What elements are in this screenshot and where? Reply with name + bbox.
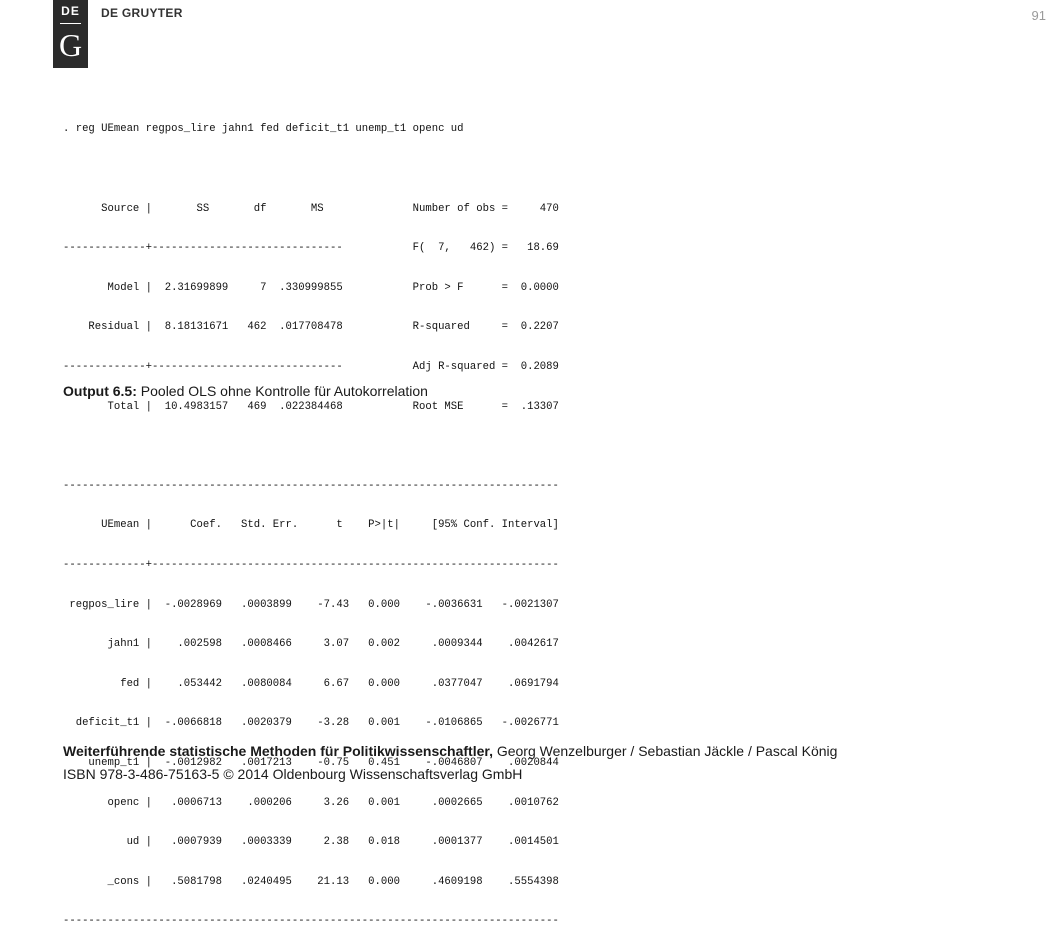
stata-line: fed | .053442 .0080084 6.67 0.000 .0377047 .0691794	[63, 677, 559, 690]
stata-line: deficit_t1 | -.0066818 .0020379 -3.28 0.001 -.0106865 -.0026771	[63, 717, 559, 730]
page-number: 91	[1031, 8, 1046, 23]
logo-de-text: DE	[61, 4, 80, 18]
stata-line: unemp_t1 | -.0012982 .0017213 -0.75 0.451 -.0046807 .0020844	[63, 756, 559, 769]
stata-line: regpos_lire | -.0028969 .0003899 -7.43 0.000 -.0036631 -.0021307	[63, 598, 559, 611]
caption-text: Pooled OLS ohne Kontrolle für Autokorrelation	[140, 383, 428, 399]
publisher-name: DE GRUYTER	[101, 6, 183, 20]
stata-line: Residual | 8.18131671 462 .017708478 R-squared = 0.2207	[63, 321, 559, 334]
stata-line: -------------+------------------------------ Adj R-squared = 0.2089	[63, 360, 559, 373]
stata-line	[63, 440, 559, 453]
stata-line: jahn1 | .002598 .0008466 3.07 0.002 .0009344 .0042617	[63, 638, 559, 651]
figure-caption	[63, 383, 428, 399]
stata-line: ------------------------------------------------------------------------------	[63, 479, 559, 492]
stata-line: -------------+------------------------------ F( 7, 462) = 18.69	[63, 242, 559, 255]
stata-line	[63, 163, 559, 176]
stata-line: ------------------------------------------------------------------------------	[63, 915, 559, 928]
stata-line: -------------+----------------------------------------------------------------	[63, 558, 559, 571]
stata-command: . reg UEmean regpos_lire jahn1 fed deficit_t1 unemp_t1 openc ud	[63, 123, 464, 136]
footer-authors: Georg Wenzelburger / Sebastian Jäckle / Pascal König	[496, 743, 838, 759]
stata-line: Model | 2.31699899 7 .330999855 Prob > F = 0.0000	[63, 281, 559, 294]
stata-line: Source | SS df MS Number of obs = 470	[63, 202, 559, 215]
stata-line: ud | .0007939 .0003339 2.38 0.018 .0001377 .0014501	[63, 836, 559, 849]
footer-book-title: Weiterführende statistische Methoden für Politikwissenschaftler,	[63, 743, 493, 759]
footer-isbn: ISBN 978-3-486-75163-5 © 2014 Oldenbourg Wissenschaftsverlag GmbH	[63, 766, 523, 782]
footer-citation	[63, 743, 837, 759]
logo-g-text: G	[58, 27, 83, 63]
stata-line: openc | .0006713 .000206 3.26 0.001 .0002665 .0010762	[63, 796, 559, 809]
logo-divider	[60, 23, 81, 24]
caption-label: Output 6.5:	[63, 383, 137, 399]
stata-line: UEmean | Coef. Std. Err. t P>|t| [95% Conf. Interval]	[63, 519, 559, 532]
stata-regression-output	[63, 97, 559, 942]
stata-line: _cons | .5081798 .0240495 21.13 0.000 .4609198 .5554398	[63, 875, 559, 888]
stata-line: Total | 10.4983157 469 .022384468 Root MSE = .13307	[63, 400, 559, 413]
publisher-logo	[53, 0, 88, 68]
